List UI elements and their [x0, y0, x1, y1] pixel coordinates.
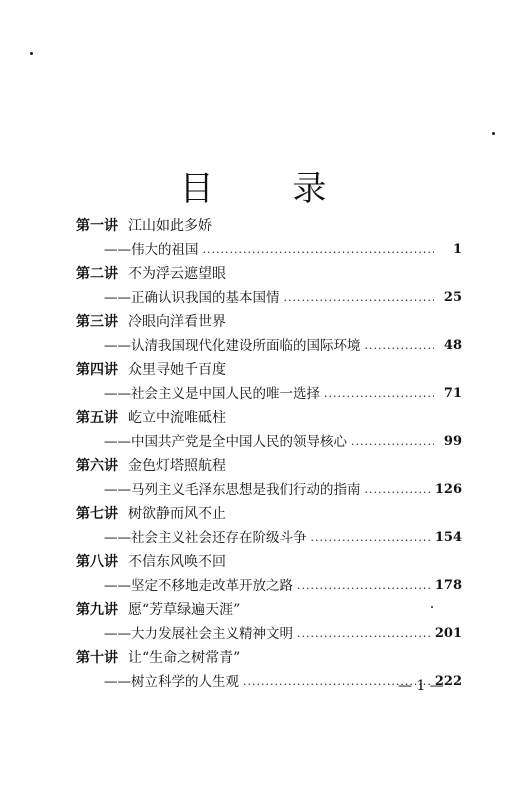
toc-entry	[76, 214, 462, 262]
lecture-number: 第九讲	[76, 602, 118, 618]
lecture-subtitle: ——伟大的祖国	[104, 242, 199, 258]
toc-entry	[76, 406, 462, 454]
page-number: 154	[434, 530, 462, 545]
lecture-title: 愿“芳草绿遍天涯”	[128, 602, 241, 618]
toc-entry	[76, 550, 462, 598]
page-title: 目 录	[179, 168, 361, 209]
lecture-number: 第二讲	[76, 266, 118, 282]
page-number: 1	[452, 242, 462, 257]
lecture-title: 屹立中流唯砥柱	[128, 410, 226, 426]
page-number: 201	[434, 626, 462, 641]
dot-leader	[351, 430, 434, 454]
toc-entry-detail	[76, 382, 462, 406]
lecture-title: 让“生命之树常青”	[128, 650, 241, 666]
page-number: 71	[443, 386, 462, 401]
toc-entry-detail	[76, 430, 462, 454]
lecture-number: 第三讲	[76, 314, 118, 330]
toc-entry-heading	[76, 454, 462, 478]
toc-entry-detail	[76, 238, 462, 262]
dot-leader	[365, 478, 431, 502]
dot-leader	[365, 334, 435, 358]
toc-entry	[76, 310, 462, 358]
toc-entry-detail	[76, 478, 462, 502]
lecture-subtitle: ——大力发展社会主义精神文明	[104, 626, 293, 642]
toc-entry-heading	[76, 646, 462, 670]
lecture-number: 第五讲	[76, 410, 118, 426]
toc-entry-detail	[76, 286, 462, 310]
lecture-subtitle: ——认清我国现代化建设所面临的国际环境	[104, 338, 361, 354]
toc-entry-heading	[76, 502, 462, 526]
toc-entry-heading	[76, 550, 462, 574]
lecture-title: 金色灯塔照航程	[128, 458, 226, 474]
lecture-subtitle: ——中国共产党是全中国人民的领导核心	[104, 434, 347, 450]
toc-entry-detail	[76, 622, 462, 646]
page-number: 178	[434, 578, 462, 593]
lecture-title: 众里寻她千百度	[128, 362, 226, 378]
toc-entry	[76, 502, 462, 550]
scan-speck	[492, 132, 495, 135]
lecture-subtitle: ——社会主义是中国人民的唯一选择	[104, 386, 320, 402]
dot-leader	[324, 382, 434, 406]
scan-speck	[30, 52, 33, 55]
lecture-subtitle: ——坚定不移地走改革开放之路	[104, 578, 293, 594]
lecture-title: 不信东风唤不回	[128, 554, 226, 570]
page-number: 222	[434, 674, 462, 689]
page-number: 99	[443, 434, 462, 449]
toc-entry	[76, 358, 462, 406]
toc-entry-heading	[76, 262, 462, 286]
toc-entry-detail	[76, 526, 462, 550]
toc-list	[76, 214, 462, 694]
dot-leader	[284, 286, 435, 310]
toc-entry-heading	[76, 406, 462, 430]
toc-entry	[76, 454, 462, 502]
lecture-subtitle: ——社会主义社会还存在阶级斗争	[104, 530, 307, 546]
page-number: 48	[443, 338, 462, 353]
page-number: 126	[434, 482, 462, 497]
lecture-number: 第一讲	[76, 218, 118, 234]
toc-entry	[76, 262, 462, 310]
toc-entry-detail	[76, 574, 462, 598]
lecture-number: 第八讲	[76, 554, 118, 570]
page-number: 25	[443, 290, 462, 305]
dot-leader	[297, 622, 431, 646]
dot-leader	[311, 526, 431, 550]
lecture-title: 树欲静而风不止	[128, 506, 226, 522]
lecture-number: 第六讲	[76, 458, 118, 474]
toc-entry-detail	[76, 334, 462, 358]
lecture-title: 江山如此多娇	[128, 218, 212, 234]
page-footer-number: — 1 —	[398, 678, 444, 694]
lecture-title: 不为浮云遮望眼	[128, 266, 226, 282]
dot-leader	[297, 574, 431, 598]
lecture-subtitle: ——正确认识我国的基本国情	[104, 290, 280, 306]
lecture-number: 第七讲	[76, 506, 118, 522]
toc-entry-heading	[76, 310, 462, 334]
toc-entry-heading	[76, 358, 462, 382]
toc-entry-heading	[76, 214, 462, 238]
lecture-title: 冷眼向洋看世界	[128, 314, 226, 330]
toc-entry	[76, 598, 462, 646]
dot-leader	[203, 238, 435, 262]
lecture-number: 第四讲	[76, 362, 118, 378]
lecture-subtitle: ——马列主义毛泽东思想是我们行动的指南	[104, 482, 361, 498]
lecture-number: 第十讲	[76, 650, 118, 666]
toc-entry-heading	[76, 598, 462, 622]
lecture-subtitle: ——树立科学的人生观	[104, 674, 239, 690]
